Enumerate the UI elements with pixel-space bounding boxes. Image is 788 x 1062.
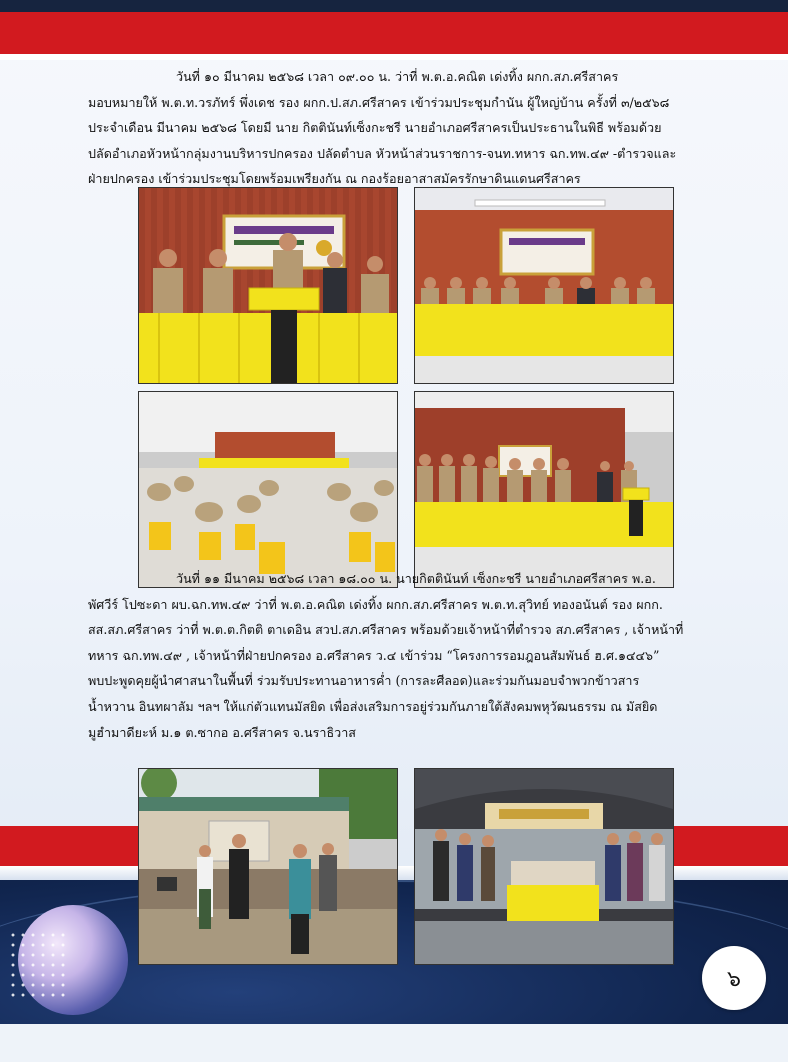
para1-line-3: ประจำเดือน มีนาคม ๒๕๖๘ โดยมี นาย กิตตินันท์เซ็งกะชรี นายอำเภอศรีสาครเป็นประธานในพิธี พร้อมด้วย [88,120,662,136]
event-paragraph-1 [88,64,696,192]
decor-red-band-right [672,826,788,866]
para2-line-1: วันที่ ๑๑ มีนาคม ๒๕๖๘ เวลา ๑๘.๐๐ น. นายกิตตินันท์ เซ็งกะชรี นายอำเภอศรีสาคร พ.อ. [176,571,656,586]
meeting-head-table-photo [414,187,674,384]
page-number-badge [702,946,766,1010]
para1-line-4: ปลัดอำเภอหัวหน้ากลุ่มงานบริหารปกครอง ปลัดตำบล หัวหน้าส่วนราชการ-จนท.ทหาร ฉก.ทพ.๔๙ -ตำรวจและ [88,145,677,161]
footer-dot-pattern [8,930,68,1000]
para1-line-1: วันที่ ๑๐ มีนาคม ๒๕๖๘ เวลา ๐๙.๐๐ น. ว่าที่ พ.ต.อ.คณิต เด่งทิ้ง ผกก.สภ.ศรีสาคร [176,69,619,84]
para1-line-2: มอบหมายให้ พ.ต.ท.วรภัทร์ พึ่งเดช รอง ผกก.ป.สภ.ศรีสาคร เข้าร่วมประชุมกำนัน ผู้ใหญ่บ้าน ครั้งที่ ๓/๒๕๖๘ [88,94,670,110]
meeting-podium-photo [138,187,398,384]
meeting-officials-photo [414,391,674,588]
decor-red-band-left [0,826,140,866]
para2-line-3: สส.สภ.ศรีสาคร ว่าที่ พ.ต.ต.กิตติ ตาเดอิน สวป.สภ.ศรีสาคร พร้อมด้วยเจ้าหน้าที่ตำรวจ สภ.ศรีสาคร , เจ้าหน้าที่ [88,622,684,638]
header-white-strip [0,54,788,60]
para2-line-5: พบปะพูดคุยผู้นำศาสนาในพื้นที่ ร่วมรับประทานอาหารค่ำ (การละศีลอด)และร่วมกันมอบจำพวกข้าวสาร [88,673,640,689]
donation-handover-photo [414,768,674,965]
para2-line-4: ทหาร ฉก.ทพ.๔๙ , เจ้าหน้าที่ฝ่ายปกครอง อ.ศรีสาคร ว.๔ เข้าร่วม “โครงการรอมฎอนสัมพันธ์ ฮ.ศ.๑๔๔๖” [88,647,660,663]
event-paragraph-2 [88,566,696,745]
header-navy-strip [0,0,788,12]
page-number: ๖ [727,966,741,992]
header-red-band [0,12,788,54]
mosque-greeting-photo [138,768,398,965]
para2-line-7: มูฮำมาดียะห์ ม.๑ ต.ซากอ อ.ศรีสาคร จ.นราธิวาส [88,724,356,740]
para2-line-6: น้ำหวาน อินทผาลัม ฯลฯ ให้แก่ตัวแทนมัสยิด เพื่อส่งเสริมการอยู่ร่วมกันภายใต้สังคมพหุวัฒนธรรม ณ มัสยิด [88,698,658,714]
para2-line-2: พัศวีร์ โปซะดา ผบ.ฉก.ทพ.๔๙ ว่าที่ พ.ต.อ.คณิต เด่งทิ้ง ผกก.สภ.ศรีสาคร พ.ต.ท.สุวิทย์ ทองอนันต์ รอง ผกก. [88,596,663,612]
para1-line-5: ฝ่ายปกครอง เข้าร่วมประชุมโดยพร้อมเพรียงกัน ณ กองร้อยอาสาสมัครรักษาดินแดนศรีสาคร [88,171,581,187]
meeting-audience-photo [138,391,398,588]
